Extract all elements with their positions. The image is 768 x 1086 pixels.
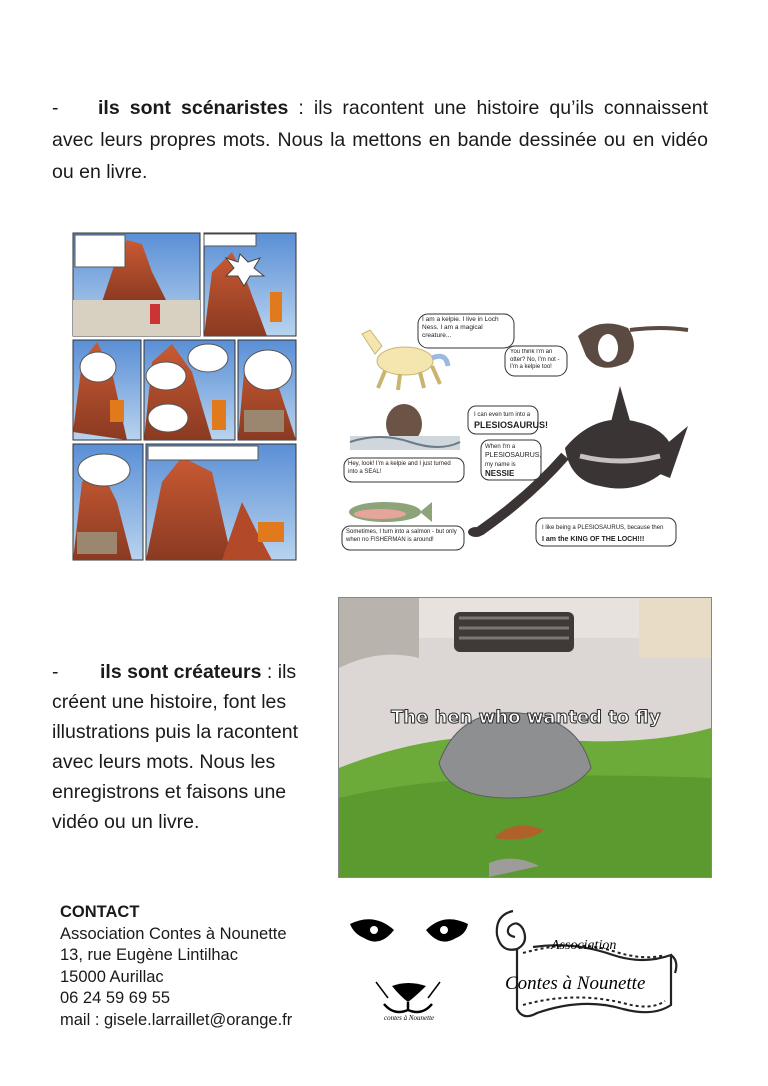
- createurs-line-5: vidéo ou un livre.: [52, 811, 200, 833]
- comic-strip-image: [72, 232, 298, 562]
- bullet-dash: -: [52, 97, 59, 119]
- contact-phone: 06 24 59 69 55: [60, 989, 171, 1007]
- scenaristes-text: : ils racontent une histoire qu’ils connaissent avec leurs propres mots. Nous la mettons en bande dessinée ou en vidéo ou en livre.: [52, 97, 708, 183]
- createurs-line-4: enregistrons et faisons une: [52, 781, 287, 803]
- createurs-line-0: : ils: [261, 661, 297, 683]
- paragraph-scenaristes: [52, 92, 708, 188]
- createurs-line-1: créent une histoire, font les: [52, 691, 287, 713]
- speech-nessie-line1: When I'm a: [485, 444, 516, 450]
- paragraph-createurs: [52, 657, 322, 837]
- createurs-line-3: avec leurs mots. Nous les: [52, 751, 276, 773]
- speech-nessie-line2: PLESIOSAURUS,: [485, 452, 542, 459]
- cat-face-logo: [344, 912, 474, 1024]
- speech-king-line1: I like being a PLESIOSAURUS, because then: [542, 525, 664, 531]
- banner-title-text: Contes à Nounette: [505, 973, 646, 994]
- speech-nessie-line3: my name is: [485, 462, 516, 468]
- speech-kelpie: I am a kelpie. I live in Loch Ness. I am a magical creature...: [422, 316, 499, 339]
- heading-scenaristes: ils sont scénaristes: [98, 97, 289, 119]
- banner-association-text: Association: [551, 938, 617, 953]
- speech-king-line2: I am the KING OF THE LOCH!!!: [542, 536, 645, 543]
- cat-logo-caption: contes à Nounette: [384, 1014, 435, 1022]
- speech-seal: Hey, look! I'm a kelpie and I just turned into a SEAL!: [348, 461, 451, 475]
- association-banner-logo: [493, 905, 683, 1025]
- speech-nessie-line4: NESSIE: [485, 469, 515, 478]
- contact-city: 15000 Aurillac: [60, 967, 164, 986]
- contact-title: CONTACT: [60, 903, 140, 921]
- contact-association: Association Contes à Nounette: [60, 924, 287, 943]
- speech-salmon: Sometimes, I turn into a salmon - but only when no FISHERMAN is around!: [346, 529, 457, 543]
- contact-block: [60, 902, 292, 1031]
- heading-createurs: ils sont créateurs: [100, 661, 262, 683]
- kelpie-comic-image: [340, 306, 696, 552]
- hen-illustration-image: [338, 597, 712, 878]
- contact-email: mail : gisele.larraillet@orange.fr: [60, 1010, 293, 1029]
- createurs-line-2: illustrations puis la racontent: [52, 721, 299, 743]
- speech-plesio-line2: PLESIOSAURUS!: [474, 420, 549, 430]
- speech-otter: You think I'm an otter? No, I'm not - I'm a kelpie too!: [510, 349, 560, 370]
- contact-street: 13, rue Eugène Lintilhac: [60, 946, 238, 964]
- hen-illustration-title: The hen who wanted to fly: [391, 707, 661, 728]
- bullet-dash: -: [52, 661, 59, 683]
- speech-plesio-line1: I can even turn into a: [474, 412, 531, 418]
